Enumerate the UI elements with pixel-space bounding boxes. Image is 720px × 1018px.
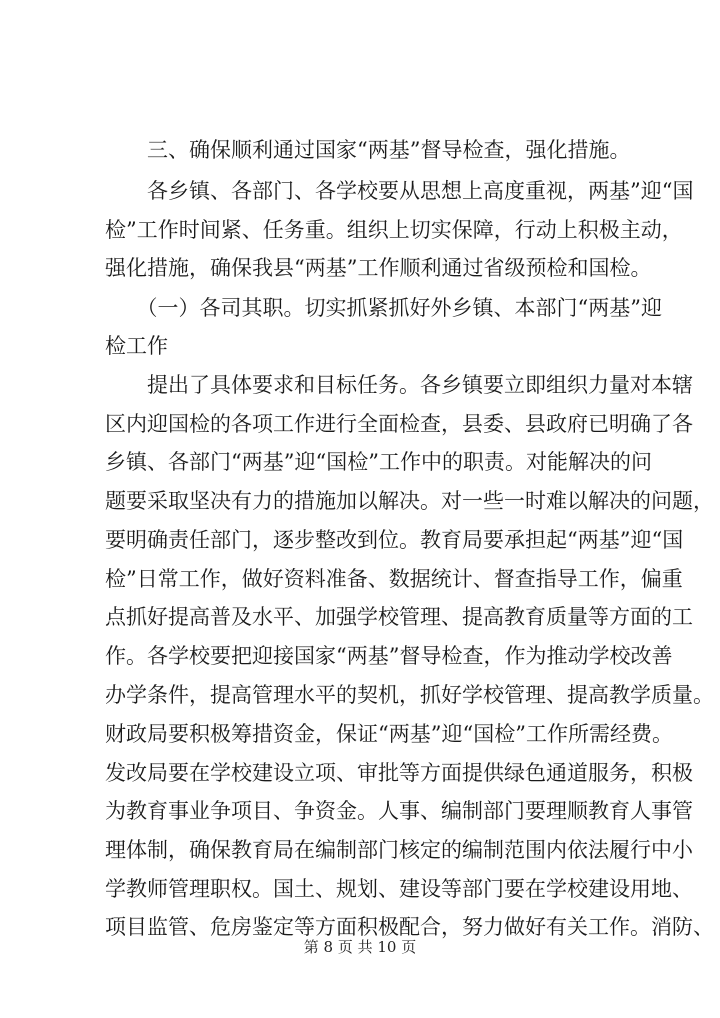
text-line: 提出了具体要求和目标任务。各乡镇要立即组织力量对本辖: [105, 373, 693, 397]
text-line: 要明确责任部门，逐步整改到位。教育局要承担起“两基”迎“国: [105, 528, 684, 552]
text-line: 理体制，确保教育局在编制部门核定的编制范围内依法履行中小: [105, 838, 693, 862]
subheading-line: （一）各司其职。切实抓紧抓好外乡镇、本部门“两基”迎: [105, 296, 662, 320]
text-line: 题要采取坚决有力的措施加以解决。对一些一时难以解决的问题，: [105, 489, 714, 513]
text-line: 项目监管、危房鉴定等方面积极配合，努力做好有关工作。消防、: [105, 915, 714, 939]
text-line: 乡镇、各部门“两基”迎“国检”工作中的职责。对能解决的问: [105, 450, 652, 474]
text-line: 检”工作时间紧、任务重。组织上切实保障，行动上积极主动，: [105, 218, 683, 242]
text-line: 财政局要积极筹措资金，保证“两基”迎“国检”工作所需经费。: [105, 722, 673, 746]
text-line: 检”日常工作，做好资料准备、数据统计、督查指导工作，偏重: [105, 567, 683, 591]
text-line: 点抓好提高普及水平、加强学校管理、提高教育质量等方面的工: [105, 605, 693, 629]
text-line: 各乡镇、各部门、各学校要从思想上高度重视，两基”迎“国: [105, 179, 694, 203]
subheading-line: 检工作: [105, 334, 168, 358]
text-line: 强化措施，确保我县“两基”工作顺利通过省级预检和国检。: [105, 256, 652, 280]
text-line: 学教师管理职权。国土、规划、建设等部门要在学校建设用地、: [105, 877, 693, 901]
text-line: 办学条件，提高管理水平的契机，抓好学校管理、提高教学质量。: [105, 683, 714, 707]
page-number-footer: 第 8 页 共 10 页: [303, 938, 417, 956]
text-line: 区内迎国检的各项工作进行全面检查，县委、县政府已明确了各: [105, 412, 693, 436]
text-line: 为教育事业争项目、争资金。人事、编制部门要理顺教育人事管: [105, 799, 693, 823]
text-line: 作。各学校要把迎接国家“两基”督导检查，作为推动学校改善: [105, 644, 673, 668]
text-line: 发改局要在学校建设立项、审批等方面提供绿色通道服务，积极: [105, 761, 693, 785]
heading-section-three: 三、确保顺利通过国家“两基”督导检查，强化措施。: [105, 138, 631, 162]
